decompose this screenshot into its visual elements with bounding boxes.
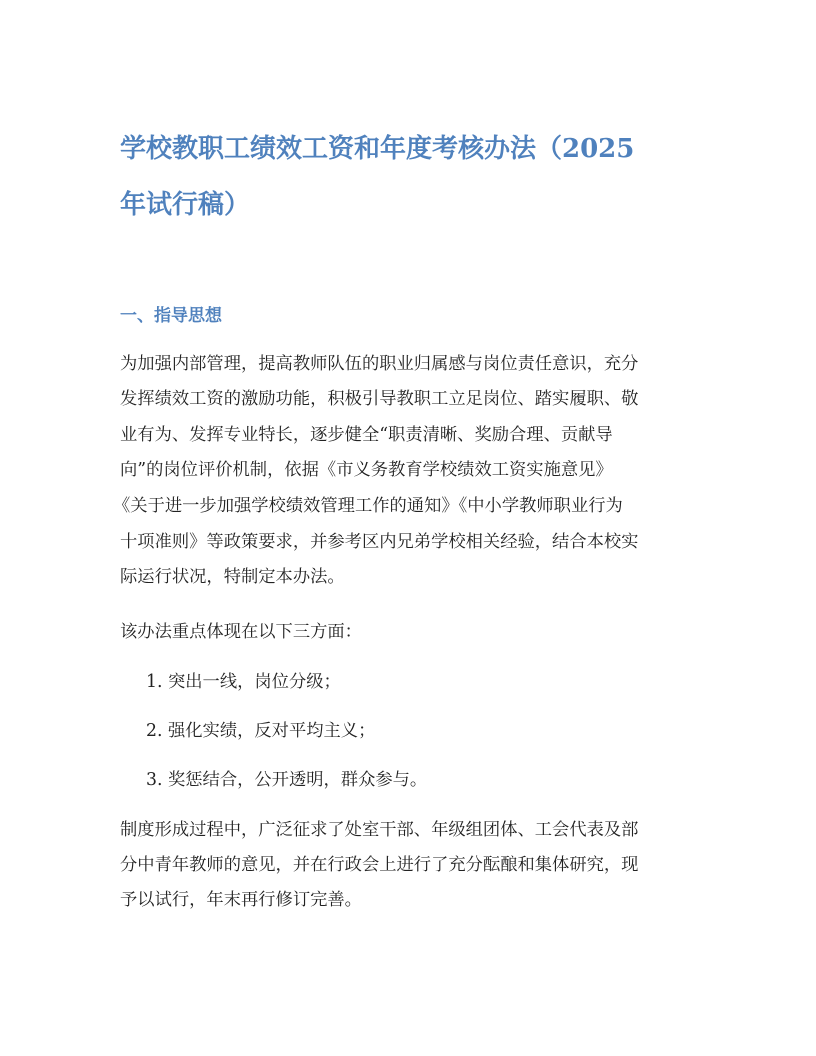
paragraph-line: 为加强内部管理，提高教师队伍的职业归属感与岗位责任意识，充分 <box>120 354 639 374</box>
paragraph-line: 《关于进一步加强学校绩效管理工作的通知》《中小学教师职业行为 <box>113 496 623 516</box>
paragraph: 该办法重点体现在以下三方面： <box>120 622 362 642</box>
list-item: 1. 突出一线，岗位分级； <box>146 672 341 692</box>
paragraph-line: 际运行状况，特制定本办法。 <box>120 567 345 587</box>
paragraph-line: 制度形成过程中，广泛征求了处室干部、年级组团体、工会代表及部 <box>120 820 639 840</box>
document-title-line-1: 学校教职工绩效工资和年度考核办法（2025 <box>120 134 635 164</box>
paragraph-line: 向”的岗位评价机制，依据《市义务教育学校绩效工资实施意见》 <box>120 460 613 480</box>
paragraph-line: 发挥绩效工资的激励功能，积极引导教职工立足岗位、踏实履职、敬 <box>120 389 639 409</box>
paragraph-line: 业有为、发挥专业特长，逐步健全“职责清晰、奖励合理、贡献导 <box>120 425 613 445</box>
paragraph-line: 予以试行，年末再行修订完善。 <box>120 890 362 910</box>
paragraph-line: 分中青年教师的意见，并在行政会上进行了充分酝酿和集体研究，现 <box>120 855 639 875</box>
paragraph-line: 十项准则》等政策要求，并参考区内兄弟学校相关经验，结合本校实 <box>120 532 639 552</box>
section-heading: 一、指导思想 <box>120 306 222 326</box>
list-item: 2. 强化实绩，反对平均主义； <box>146 721 376 741</box>
document-title-line-2: 年试行稿） <box>120 190 251 220</box>
list-item: 3. 奖惩结合，公开透明，群众参与。 <box>146 770 428 790</box>
